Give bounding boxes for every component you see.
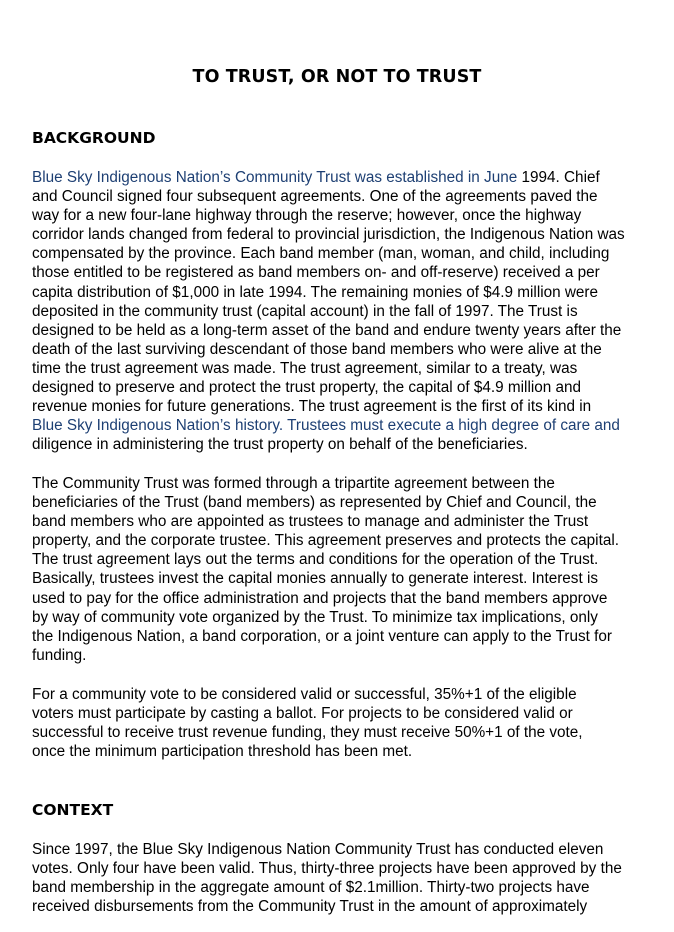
text-segment: votes. Only four have been valid. Thus, thirty-three projects have been approved by the	[32, 860, 622, 878]
text-line	[32, 283, 662, 302]
text-segment: revenue monies for future generations. The trust agreement is the first of its kind in	[32, 398, 592, 416]
text-segment: funding.	[32, 646, 87, 664]
text-line	[32, 244, 662, 263]
text-line	[32, 416, 662, 435]
text-segment: Since 1997, the Blue Sky Indigenous Nation Community Trust has conducted eleven	[32, 841, 604, 858]
text-segment: band membership in the aggregate amount of $2.1million. Thirty-two projects have	[32, 879, 590, 897]
text-line	[32, 859, 662, 878]
text-line	[32, 531, 662, 550]
text-segment: those entitled to be registered as band members on- and off-reserve) received a per	[32, 264, 600, 282]
text-line	[32, 512, 662, 531]
text-segment: band members who are appointed as trustees to manage and administer the Trust	[32, 513, 589, 531]
section-heading-context: CONTEXT	[32, 801, 114, 819]
document-title: TO TRUST, OR NOT TO TRUST	[192, 67, 482, 87]
text-segment: capita distribution of $1,000 in late 1994. The remaining monies of $4.9 million were	[32, 283, 599, 301]
text-line	[32, 608, 662, 627]
text-segment: 1994. Chief	[517, 169, 600, 186]
text-line	[32, 897, 662, 916]
text-line	[32, 878, 662, 897]
text-line	[32, 302, 662, 321]
text-line	[32, 435, 662, 454]
text-line	[32, 493, 662, 512]
text-line	[32, 474, 662, 493]
text-segment: used to pay for the office administration and projects that the band members approve	[32, 589, 608, 607]
text-line	[32, 263, 662, 282]
text-segment: death of the last surviving descendant of those band members who were alive at the	[32, 340, 602, 358]
text-line	[32, 225, 662, 244]
text-segment: received disbursements from the Community Trust in the amount of approximately	[32, 898, 588, 916]
text-line	[32, 589, 662, 608]
text-segment: way for a new four-lane highway through the reserve; however, once the highway	[32, 207, 582, 225]
text-line	[32, 397, 662, 416]
text-segment: For a community vote to be considered valid or successful, 35%+1 of the eligible	[32, 686, 577, 703]
paragraph	[32, 474, 662, 665]
text-line	[32, 723, 662, 742]
text-line	[32, 840, 662, 859]
text-segment: and Council signed four subsequent agreements. One of the agreements paved the	[32, 188, 598, 206]
text-line	[32, 704, 662, 723]
text-line	[32, 627, 662, 646]
text-line	[32, 187, 662, 206]
text-segment: compensated by the province. Each band member (man, woman, and child, including	[32, 245, 610, 263]
text-segment: Blue Sky Indigenous Nation’s history. Trustees must execute a high degree of care and	[32, 417, 620, 435]
paragraph	[32, 840, 662, 916]
text-segment: beneficiaries of the Trust (band members) as represented by Chief and Council, the	[32, 494, 597, 512]
text-segment: successful to receive trust revenue funding, they must receive 50%+1 of the vote,	[32, 724, 583, 742]
text-segment: Blue Sky Indigenous Nation’s Community Trust was established in June	[32, 169, 518, 186]
text-line	[32, 550, 662, 569]
text-segment: property, and the corporate trustee. This agreement preserves and protects the capital.	[32, 532, 619, 550]
text-segment: designed to be held as a long-term asset of the band and endure twenty years after the	[32, 321, 622, 339]
text-segment: designed to preserve and protect the trust property, the capital of $4.9 million and	[32, 379, 582, 397]
text-segment: The trust agreement lays out the terms and conditions for the operation of the Trust.	[32, 551, 599, 569]
text-segment: the Indigenous Nation, a band corporation, or a joint venture can apply to the Trust for	[32, 627, 612, 645]
text-line	[32, 378, 662, 397]
text-segment: corridor lands changed from federal to provincial jurisdiction, the Indigenous Nation was	[32, 226, 625, 244]
text-line	[32, 340, 662, 359]
text-line	[32, 646, 662, 665]
text-segment: voters must participate by casting a ballot. For projects to be considered valid or	[32, 705, 573, 723]
section-heading-background: BACKGROUND	[32, 129, 156, 147]
text-segment: time the trust agreement was made. The trust agreement, similar to a treaty, was	[32, 359, 578, 377]
text-line	[32, 321, 662, 340]
text-line	[32, 685, 662, 704]
text-line	[32, 168, 662, 187]
text-segment: once the minimum participation threshold has been met.	[32, 743, 413, 761]
text-segment: diligence in administering the trust property on behalf of the beneficiaries.	[32, 436, 528, 454]
text-line	[32, 742, 662, 761]
text-segment: by way of community vote organized by the Trust. To minimize tax implications, only	[32, 608, 598, 626]
text-line	[32, 206, 662, 225]
text-segment: The Community Trust was formed through a tripartite agreement between the	[32, 475, 555, 492]
text-segment: Basically, trustees invest the capital monies annually to generate interest. Interest is	[32, 570, 598, 588]
text-line	[32, 359, 662, 378]
text-segment: deposited in the community trust (capital account) in the fall of 1997. The Trust is	[32, 302, 578, 320]
text-line	[32, 569, 662, 588]
paragraph	[32, 168, 662, 454]
paragraph	[32, 685, 662, 761]
